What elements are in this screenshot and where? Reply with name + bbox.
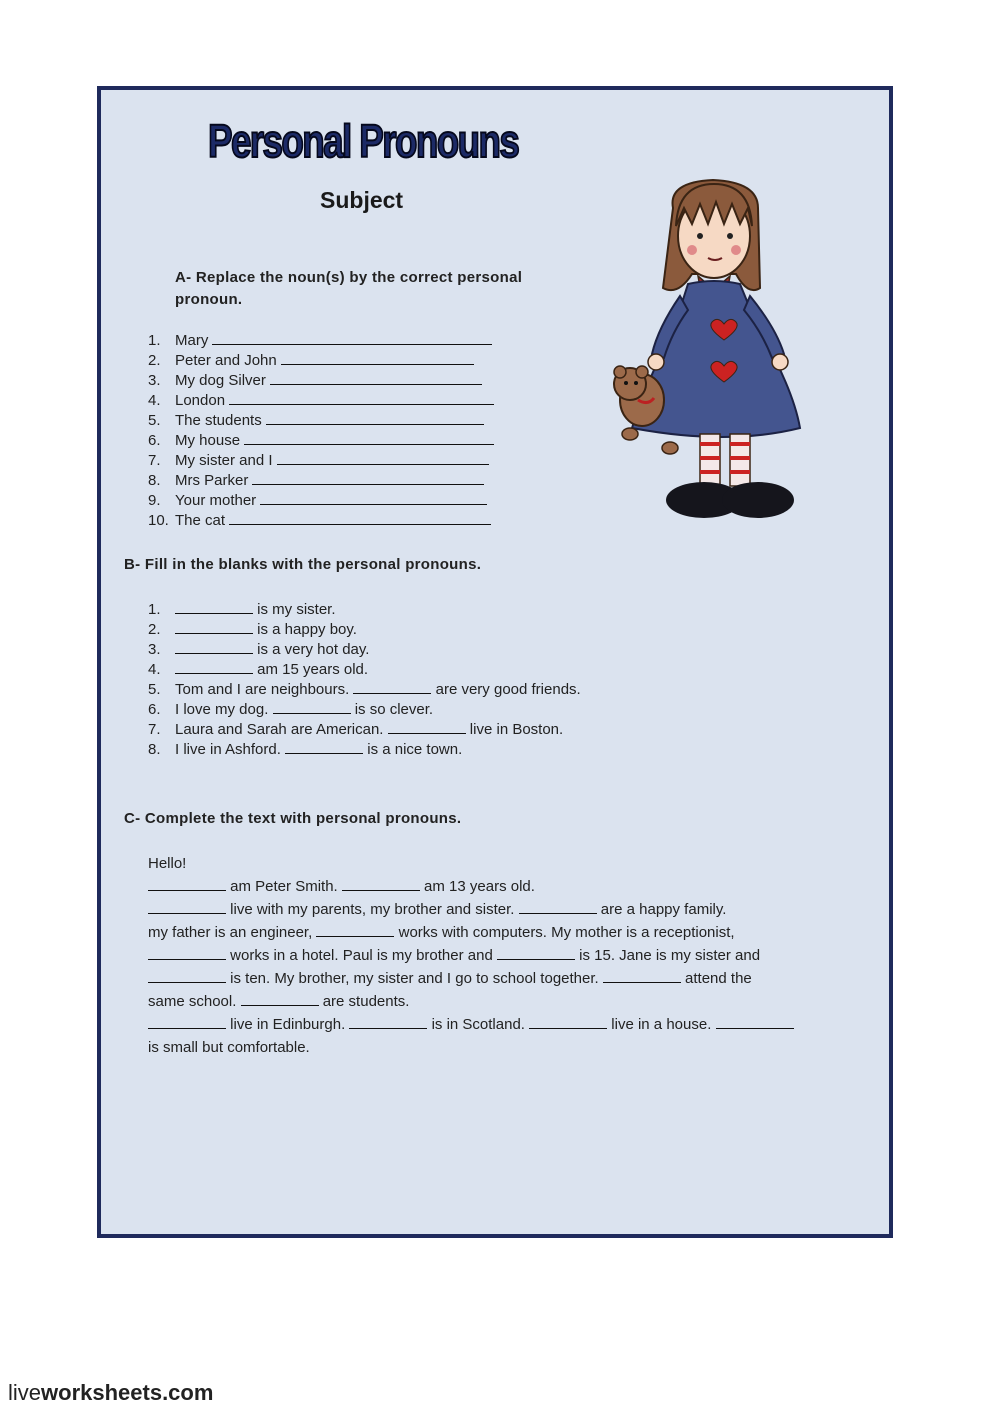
section-a-item <box>148 350 494 370</box>
item-number: 7. <box>148 452 161 469</box>
section-b-item <box>148 740 581 760</box>
section-a-item <box>148 510 494 530</box>
item-text: My dog Silver <box>175 372 266 389</box>
item-number: 3. <box>148 641 161 658</box>
item-number: 1. <box>148 332 161 349</box>
item-number: 4. <box>148 392 161 409</box>
sentence-start: Laura and Sarah are American. <box>175 721 388 738</box>
answer-blank[interactable] <box>277 450 489 465</box>
item-text: Mrs Parker <box>175 472 249 489</box>
answer-blank[interactable] <box>252 470 484 485</box>
answer-blank[interactable] <box>212 330 492 345</box>
footer-logo-bold: worksheets.com <box>41 1380 214 1405</box>
section-a-item <box>148 410 494 430</box>
text-line <box>148 944 848 967</box>
answer-blank[interactable] <box>716 1015 794 1029</box>
answer-blank[interactable] <box>260 490 487 505</box>
item-number: 6. <box>148 701 161 718</box>
item-number: 7. <box>148 721 161 738</box>
sentence-end: live in Boston. <box>465 721 564 738</box>
text-segment: live in Edinburgh. <box>226 1016 350 1033</box>
section-b-item <box>148 640 581 660</box>
section-a-item <box>148 330 494 350</box>
item-number: 2. <box>148 352 161 369</box>
section-a-item <box>148 450 494 470</box>
section-b-item <box>148 620 581 640</box>
section-b-item <box>148 720 581 740</box>
answer-blank[interactable] <box>244 430 494 445</box>
item-number: 9. <box>148 492 161 509</box>
text-segment: same school. <box>148 993 241 1010</box>
answer-blank[interactable] <box>266 410 484 425</box>
sentence-end: is so clever. <box>350 701 434 718</box>
page-subtitle: Subject <box>320 187 404 213</box>
section-a-instruction-line1: A- Replace the noun(s) by the correct personal <box>175 269 523 286</box>
section-a-instruction <box>175 267 522 311</box>
answer-blank[interactable] <box>148 946 226 960</box>
girl-with-teddy-illustration <box>608 178 848 524</box>
sentence-start: I live in Ashford. <box>175 741 286 758</box>
sentence-end: is a very hot day. <box>253 641 370 658</box>
sentence-end: is a nice town. <box>363 741 463 758</box>
text-segment: is ten. My brother, my sister and I go to school together. <box>226 970 603 987</box>
answer-blank[interactable] <box>342 877 420 891</box>
text-line <box>148 990 848 1013</box>
answer-blank[interactable] <box>148 969 226 983</box>
answer-blank[interactable] <box>603 969 681 983</box>
text-segment: am 13 years old. <box>419 878 535 895</box>
section-b-item <box>148 660 581 680</box>
text-segment: are students. <box>318 993 410 1010</box>
text-segment: is small but comfortable. <box>148 1039 310 1056</box>
item-text: London <box>175 392 226 409</box>
answer-blank[interactable] <box>273 700 351 714</box>
sentence-start: Tom and I are neighbours. <box>175 681 354 698</box>
greeting: Hello! <box>148 855 187 872</box>
item-text: The students <box>175 412 262 429</box>
section-c-instruction: C- Complete the text with personal pronouns. <box>124 810 462 827</box>
item-number: 5. <box>148 681 161 698</box>
answer-blank[interactable] <box>229 390 494 405</box>
text-segment: my father is an engineer, <box>148 924 317 941</box>
text-line <box>148 1013 848 1036</box>
item-number: 10. <box>148 512 169 529</box>
answer-blank[interactable] <box>529 1015 607 1029</box>
section-b-item <box>148 680 581 700</box>
sentence-start: I love my dog. <box>175 701 273 718</box>
answer-blank[interactable] <box>316 923 394 937</box>
answer-blank[interactable] <box>241 992 319 1006</box>
item-number: 6. <box>148 432 161 449</box>
answer-blank[interactable] <box>175 620 253 634</box>
text-segment: is 15. Jane is my sister and <box>574 947 761 964</box>
section-b-item <box>148 600 581 620</box>
item-text: My sister and I <box>175 452 273 469</box>
text-segment: am Peter Smith. <box>226 878 342 895</box>
section-b-instruction: B- Fill in the blanks with the personal pronouns. <box>124 556 482 573</box>
item-number: 8. <box>148 472 161 489</box>
item-text: Your mother <box>175 492 257 509</box>
answer-blank[interactable] <box>353 680 431 694</box>
item-text: Peter and John <box>175 352 277 369</box>
sentence-end: is my sister. <box>253 601 336 618</box>
text-line <box>148 875 848 898</box>
section-a-item <box>148 470 494 490</box>
answer-blank[interactable] <box>175 600 253 614</box>
footer-logo[interactable] <box>8 1380 213 1406</box>
answer-blank[interactable] <box>349 1015 427 1029</box>
text-line <box>148 921 848 944</box>
item-text: The cat <box>175 512 226 529</box>
section-b-item <box>148 700 581 720</box>
answer-blank[interactable] <box>497 946 575 960</box>
section-a-item <box>148 390 494 410</box>
section-a-instruction-line2: pronoun. <box>175 291 243 308</box>
text-segment: attend the <box>680 970 752 987</box>
answer-blank[interactable] <box>175 660 253 674</box>
section-a-list <box>148 330 494 530</box>
item-number: 2. <box>148 621 161 638</box>
item-number: 5. <box>148 412 161 429</box>
page-title: Personal Pronouns <box>208 115 519 167</box>
text-segment: is in Scotland. <box>427 1016 530 1033</box>
text-segment: live in a house. <box>607 1016 716 1033</box>
answer-blank[interactable] <box>519 900 597 914</box>
answer-blank[interactable] <box>148 877 226 891</box>
item-text: My house <box>175 432 241 449</box>
text-line <box>148 898 848 921</box>
section-a-item <box>148 490 494 510</box>
footer-logo-light: live <box>8 1380 42 1405</box>
text-segment: are a happy family. <box>596 901 727 918</box>
answer-blank[interactable] <box>270 370 482 385</box>
answer-blank[interactable] <box>281 350 474 365</box>
item-number: 4. <box>148 661 161 678</box>
text-segment: works in a hotel. Paul is my brother and <box>226 947 497 964</box>
item-text: Mary <box>175 332 209 349</box>
answer-blank[interactable] <box>148 1015 226 1029</box>
section-b-list <box>148 600 581 760</box>
section-a-item <box>148 430 494 450</box>
section-a-item <box>148 370 494 390</box>
sentence-end: is a happy boy. <box>253 621 357 638</box>
text-line <box>148 967 848 990</box>
sentence-end: are very good friends. <box>431 681 581 698</box>
item-number: 8. <box>148 741 161 758</box>
answer-blank[interactable] <box>285 740 363 754</box>
text-segment: live with my parents, my brother and sister. <box>226 901 519 918</box>
item-number: 1. <box>148 601 161 618</box>
answer-blank[interactable] <box>148 900 226 914</box>
item-number: 3. <box>148 372 161 389</box>
answer-blank[interactable] <box>388 720 466 734</box>
answer-blank[interactable] <box>175 640 253 654</box>
sentence-end: am 15 years old. <box>253 661 369 678</box>
answer-blank[interactable] <box>229 510 491 525</box>
section-c-text <box>148 852 848 1059</box>
text-segment: works with computers. My mother is a receptionist, <box>394 924 735 941</box>
text-line <box>148 1036 848 1059</box>
